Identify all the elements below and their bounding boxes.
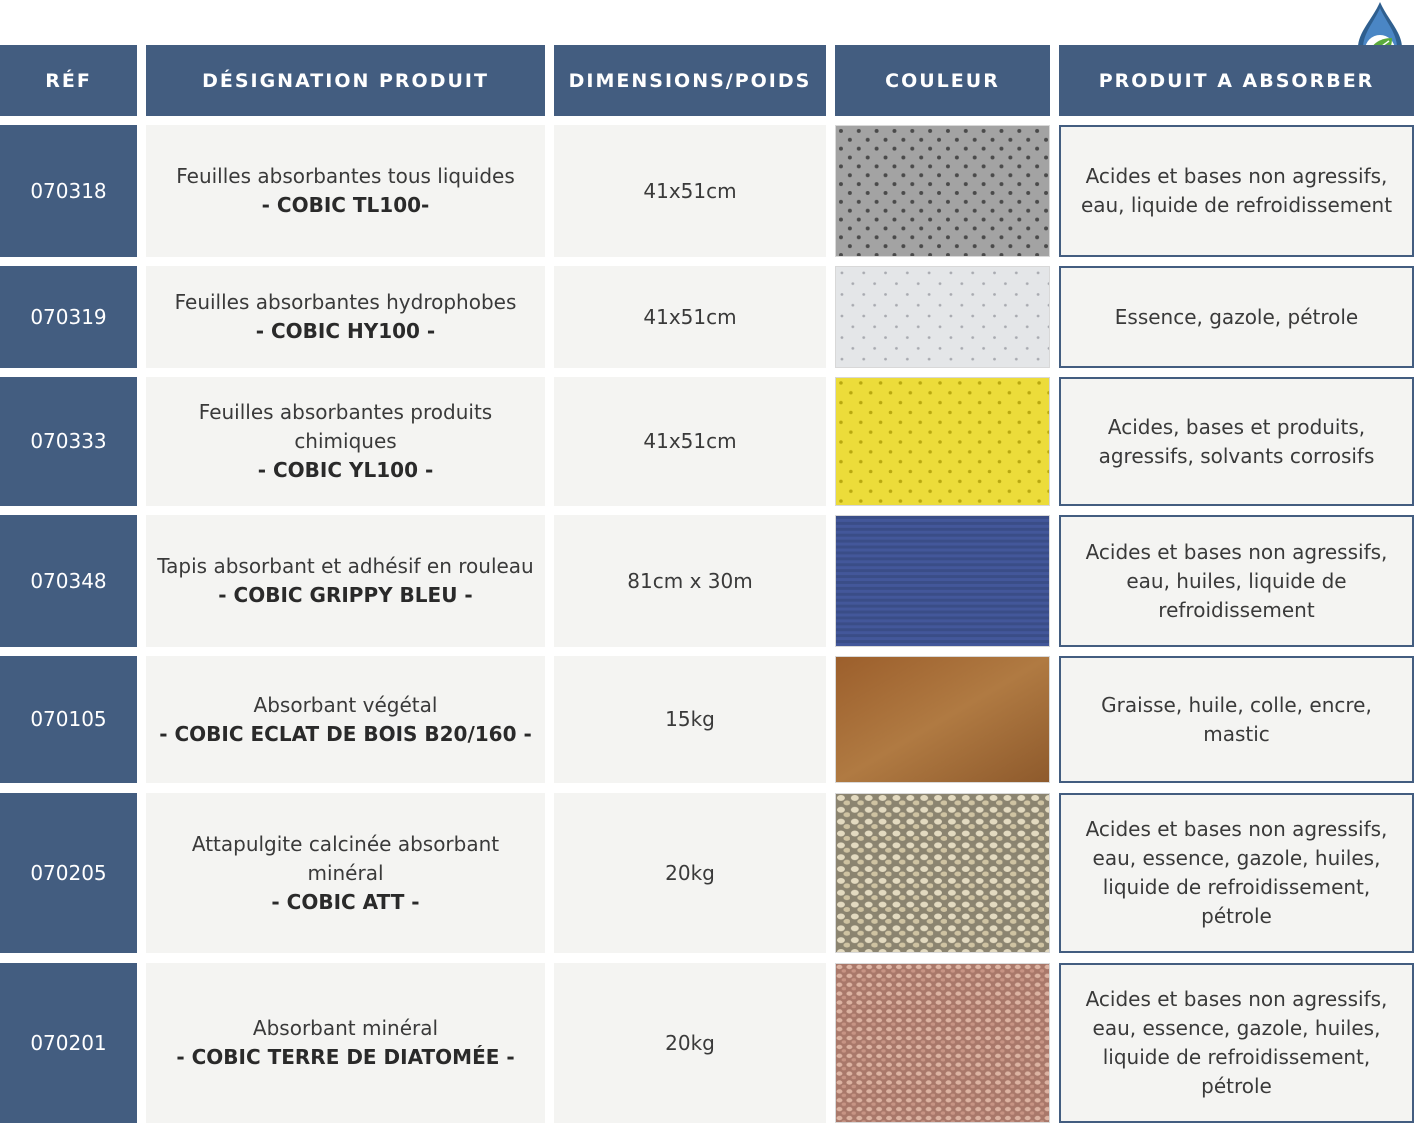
product-name: Feuilles absorbantes tous liquides bbox=[176, 164, 515, 188]
header-ref: RÉF bbox=[0, 45, 137, 116]
table-row-absorb: Essence, gazole, pétrole bbox=[1059, 266, 1414, 368]
table-row-designation bbox=[146, 125, 545, 257]
table-row-designation bbox=[146, 377, 545, 506]
table-row-absorb: Acides et bases non agressifs, eau, essence, gazole, huiles, liquide de refroidissement, pétrole bbox=[1059, 793, 1414, 953]
color-swatch-pink-gravel bbox=[835, 963, 1050, 1123]
header-produit: PRODUIT A ABSORBER bbox=[1059, 45, 1414, 116]
table-row-absorb: Graisse, huile, colle, encre, mastic bbox=[1059, 656, 1414, 783]
product-code: - COBIC HY100 - bbox=[255, 319, 436, 343]
product-code: - COBIC GRIPPY BLEU - bbox=[218, 583, 473, 607]
product-code: - COBIC ATT - bbox=[271, 889, 420, 914]
table-row-ref: 070318 bbox=[0, 125, 137, 257]
table-row-dimensions: 20kg bbox=[554, 793, 826, 953]
color-swatch-white bbox=[835, 266, 1050, 368]
color-swatch-beige-gravel bbox=[835, 793, 1050, 953]
header-dimensions: DIMENSIONS/POIDS bbox=[554, 45, 826, 116]
color-swatch-gray bbox=[835, 125, 1050, 257]
header-couleur: COULEUR bbox=[835, 45, 1050, 116]
product-code: - COBIC ECLAT DE BOIS B20/160 - bbox=[159, 721, 532, 746]
color-swatch-yellow bbox=[835, 377, 1050, 506]
table-row-ref: 070201 bbox=[0, 963, 137, 1123]
product-name: Absorbant végétal bbox=[253, 692, 438, 717]
table-row-dimensions: 41x51cm bbox=[554, 377, 826, 506]
table-row-designation bbox=[146, 963, 545, 1123]
table-row-absorb: Acides et bases non agressifs, eau, huiles, liquide de refroidissement bbox=[1059, 515, 1414, 647]
product-code: - COBIC TERRE DE DIATOMÉE - bbox=[176, 1045, 515, 1069]
product-code: - COBIC YL100 - bbox=[257, 458, 434, 482]
table-row-ref: 070348 bbox=[0, 515, 137, 647]
table-row-dimensions: 41x51cm bbox=[554, 266, 826, 368]
product-name: Feuilles absorbantes hydrophobes bbox=[174, 290, 517, 314]
product-name: Tapis absorbant et adhésif en rouleau bbox=[157, 554, 534, 578]
table-row-designation bbox=[146, 793, 545, 953]
table-row-designation bbox=[146, 266, 545, 368]
table-row-ref: 070319 bbox=[0, 266, 137, 368]
header-designation: DÉSIGNATION PRODUIT bbox=[146, 45, 545, 116]
product-code: - COBIC TL100- bbox=[261, 193, 430, 217]
table-row-ref: 070205 bbox=[0, 793, 137, 953]
table-row-dimensions: 20kg bbox=[554, 963, 826, 1123]
table-row-dimensions: 41x51cm bbox=[554, 125, 826, 257]
table-row-absorb: Acides, bases et produits, agressifs, solvants corrosifs bbox=[1059, 377, 1414, 506]
table-row-designation bbox=[146, 656, 545, 783]
table-row-dimensions: 81cm x 30m bbox=[554, 515, 826, 647]
table-row-designation bbox=[146, 515, 545, 647]
product-name: Feuilles absorbantes produits chimiques bbox=[198, 400, 493, 453]
color-swatch-brown bbox=[835, 656, 1050, 783]
product-name: Absorbant minéral bbox=[252, 1016, 439, 1040]
table-row-ref: 070333 bbox=[0, 377, 137, 506]
table-row-ref: 070105 bbox=[0, 656, 137, 783]
color-swatch-blue bbox=[835, 515, 1050, 647]
table-row-absorb: Acides et bases non agressifs, eau, liquide de refroidissement bbox=[1059, 125, 1414, 257]
product-name: Attapulgite calcinée absorbant minéral bbox=[191, 831, 500, 885]
table-row-dimensions: 15kg bbox=[554, 656, 826, 783]
table-row-absorb: Acides et bases non agressifs, eau, essence, gazole, huiles, liquide de refroidissement, pétrole bbox=[1059, 963, 1414, 1123]
